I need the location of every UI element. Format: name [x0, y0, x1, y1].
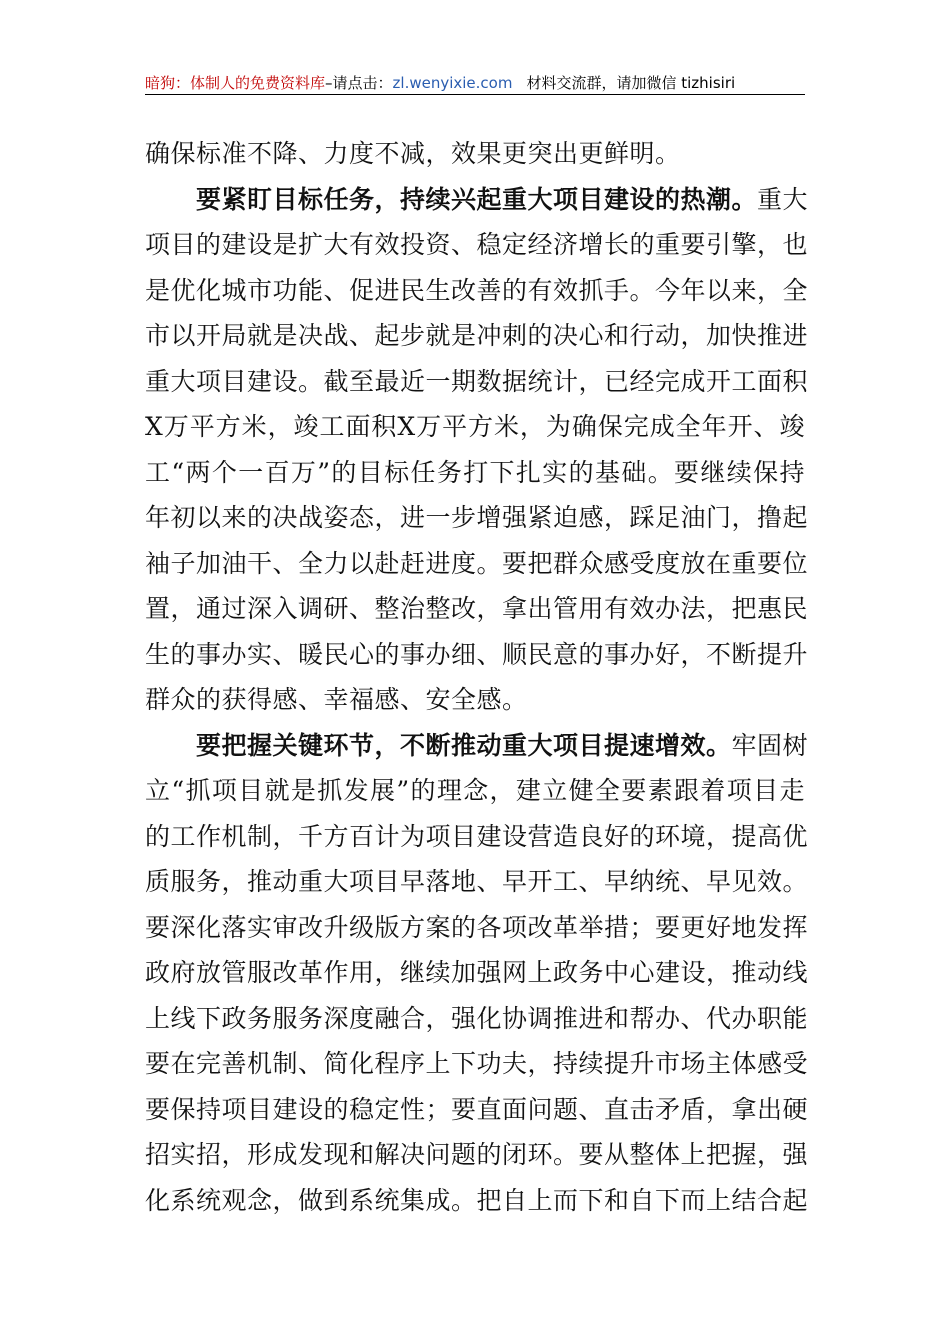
text-line: X万平方米，竣工面积X万平方米，为确保完成全年开、竣 [145, 412, 805, 441]
header-group-note: 材料交流群，请加微信 tizhisiri [526, 74, 736, 92]
text-line: 上线下政务服务深度融合，强化协调推进和帮办、代办职能 [145, 1003, 809, 1033]
paragraph-first-line [145, 723, 809, 769]
paragraph-first-line [145, 177, 809, 223]
text-line: 是优化城市功能、促进民生改善的有效抓手。今年以来，全 [145, 275, 809, 305]
text-line: 招实招，形成发现和解决问题的闭环。要从整体上把握，强 [145, 1140, 809, 1169]
header-url-link[interactable]: zl.wenyixie.com [392, 74, 513, 92]
text-line: 群众的获得感、幸福感、安全感。 [145, 685, 528, 714]
text-line: 要深化落实审改升级版方案的各项改革举措；要更好地发挥 [145, 912, 809, 942]
text-line: 质服务，推动重大项目早落地、早开工、早纳统、早见效。 [145, 867, 809, 896]
paragraph-heading: 要紧盯目标任务，持续兴起重大项目建设的热潮。 [196, 184, 758, 214]
text-line: 生的事办实、暖民心的事办细、顺民意的事办好，不断提升 [145, 639, 809, 669]
text-line: 政府放管服改革作用，继续加强网上政务中心建设，推动线 [145, 958, 809, 987]
text-line: 项目的建设是扩大有效投资、稳定经济增长的重要引擎，也 [145, 230, 809, 259]
page-header [145, 68, 805, 95]
header-source: 暗狗：体制人的免费资料库 [145, 74, 326, 92]
paragraph-first-rest: 牢固树 [731, 730, 809, 760]
text-line: 要保持项目建设的稳定性；要直面问题、直击矛盾，拿出硬 [145, 1094, 809, 1124]
text-line: 袖子加油干、全力以赴赶进度。要把群众感受度放在重要位 [145, 548, 809, 578]
paragraph-first-rest: 重大 [757, 184, 809, 214]
header-click-prefix: –请点击： [325, 74, 393, 92]
text-line: 工“两个一百万”的目标任务打下扎实的基础。要继续保持 [145, 457, 805, 487]
text-line: 的工作机制，千方百计为项目建设营造良好的环境，提高优 [145, 821, 809, 851]
text-line: 要在完善机制、简化程序上下功夫，持续提升市场主体感受 [145, 1049, 809, 1078]
text-line: 立“抓项目就是抓发展”的理念，建立健全要素跟着项目走 [145, 776, 805, 805]
text-line: 重大项目建设。截至最近一期数据统计，已经完成开工面积 [145, 366, 809, 396]
text-line: 确保标准不降、力度不减，效果更突出更鲜明。 [145, 139, 681, 168]
paragraph-heading: 要把握关键环节，不断推动重大项目提速增效。 [196, 730, 732, 760]
document-body [145, 131, 809, 1223]
text-line: 置，通过深入调研、整治整改，拿出管用有效办法，把惠民 [145, 594, 809, 623]
text-line: 化系统观念，做到系统集成。把自上而下和自下而上结合起 [145, 1185, 809, 1215]
text-line: 年初以来的决战姿态，进一步增强紧迫感，踩足油门，撸起 [145, 503, 809, 532]
text-line: 市以开局就是决战、起步就是冲刺的决心和行动，加快推进 [145, 321, 809, 350]
